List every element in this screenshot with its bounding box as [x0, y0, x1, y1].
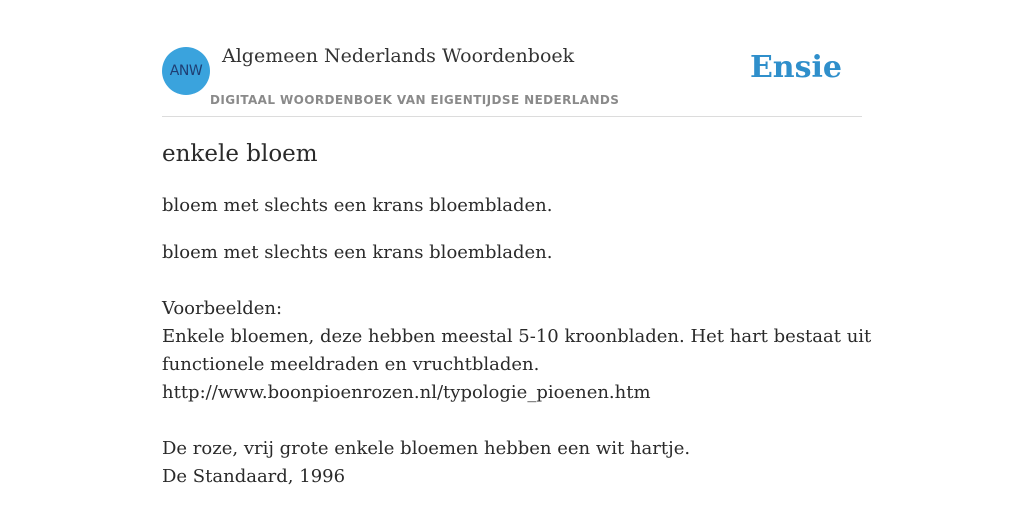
example-text-line: functionele meeldraden en vruchtbladen.: [162, 354, 540, 375]
ensie-brand-link[interactable]: Ensie: [749, 50, 842, 85]
examples-block: [162, 295, 872, 491]
entry-headword: enkele bloem: [162, 141, 318, 167]
example-spacer: [162, 407, 862, 435]
entry-content: [162, 139, 872, 491]
example-text-line: Enkele bloemen, deze hebben meestal 5-10 kroonbladen. Het hart bestaat uit: [162, 326, 872, 347]
dictionary-title[interactable]: Algemeen Nederlands Woordenboek: [222, 45, 575, 67]
example-source: De Standaard, 1996: [162, 466, 346, 487]
example-source: http://www.boonpioenrozen.nl/typologie_pioenen.htm: [162, 382, 651, 403]
site-header: [162, 0, 862, 117]
dictionary-subtitle: DIGITAAL WOORDENBOEK VAN EIGENTIJDSE NEDERLANDS: [210, 93, 620, 107]
definition-text: bloem met slechts een krans bloembladen.: [162, 242, 553, 263]
anw-logo[interactable]: ANW: [162, 47, 210, 95]
examples-label: Voorbeelden:: [162, 298, 283, 319]
definition-text: bloem met slechts een krans bloembladen.: [162, 195, 553, 216]
example-text-line: De roze, vrij grote enkele bloemen hebben een wit hartje.: [162, 438, 691, 459]
